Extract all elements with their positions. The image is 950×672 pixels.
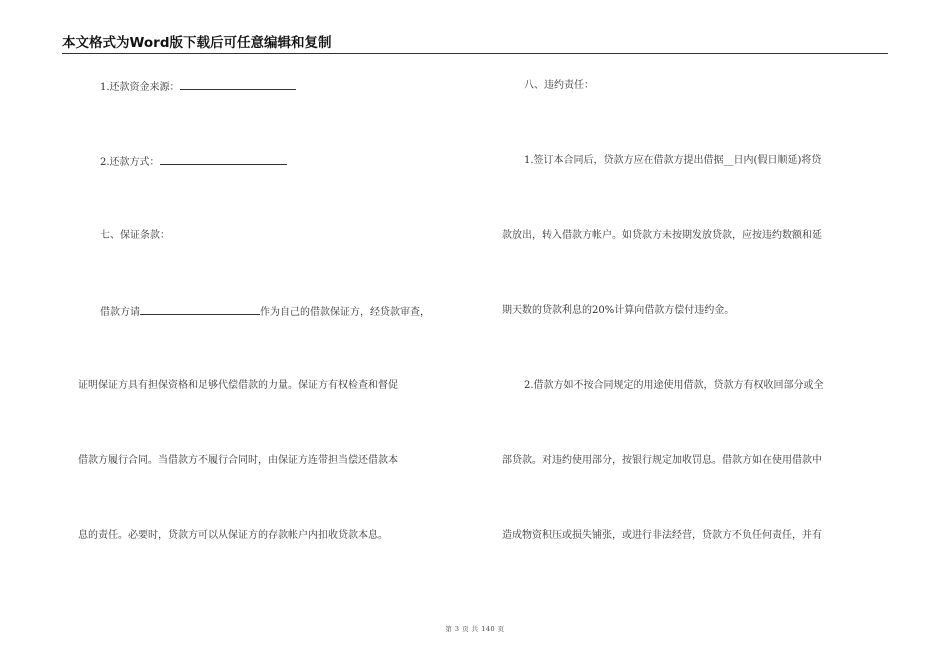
repayment-source-line xyxy=(100,80,296,94)
page-number: 第 3 页 共 140 页 xyxy=(445,625,505,633)
breach-paragraph-line-6: 造成物资积压或损失铺张，或进行非法经营，贷款方不负任何责任，并有 xyxy=(502,530,822,541)
repayment-source-label: 1.还款资金来源： xyxy=(100,82,180,93)
breach-paragraph-line-4: 2.借款方如不按合同规定的用途使用借款，贷款方有权收回部分或全 xyxy=(524,380,824,391)
breach-paragraph-line-3: 期天数的贷款利息的20%计算向借款方偿付违约金。 xyxy=(502,305,735,316)
breach-paragraph-line-2: 款放出，转入借款方帐户。如贷款方未按期发放贷款，应按违约数额和延 xyxy=(502,230,822,241)
repayment-method-line xyxy=(100,155,287,169)
guarantee-paragraph-line-3: 借款方履行合同。当借款方不履行合同时，由保证方连带担当偿还借款本 xyxy=(78,455,398,466)
repayment-method-label: 2.还款方式： xyxy=(100,157,160,168)
repayment-method-blank xyxy=(160,155,287,165)
guarantee-paragraph-line-1 xyxy=(100,305,430,319)
guarantee-text-after: 作为自己的借款保证方，经贷款审查， xyxy=(260,307,430,318)
section-8-title: 八、违约责任： xyxy=(524,80,594,91)
guarantee-paragraph-line-4: 息的责任。必要时，贷款方可以从保证方的存款帐户内扣收贷款本息。 xyxy=(78,530,388,541)
section-7-title: 七、保证条款： xyxy=(100,230,170,241)
document-header xyxy=(62,36,888,54)
breach-paragraph-line-5: 部贷款。对违约使用部分，按银行规定加收罚息。借款方如在使用借款中 xyxy=(502,455,822,466)
guarantee-text-before: 借款方请 xyxy=(100,307,140,318)
guarantee-paragraph-line-2: 证明保证方具有担保资格和足够代偿借款的力量。保证方有权检查和督促 xyxy=(78,380,398,391)
header-title: 本文格式为Word版下载后可任意编辑和复制 xyxy=(62,35,332,51)
repayment-source-blank xyxy=(180,80,296,90)
guarantor-name-blank xyxy=(140,305,260,315)
breach-paragraph-line-1: 1.签订本合同后，贷款方应在借款方提出借据__日内(假日顺延)将贷 xyxy=(524,155,822,166)
